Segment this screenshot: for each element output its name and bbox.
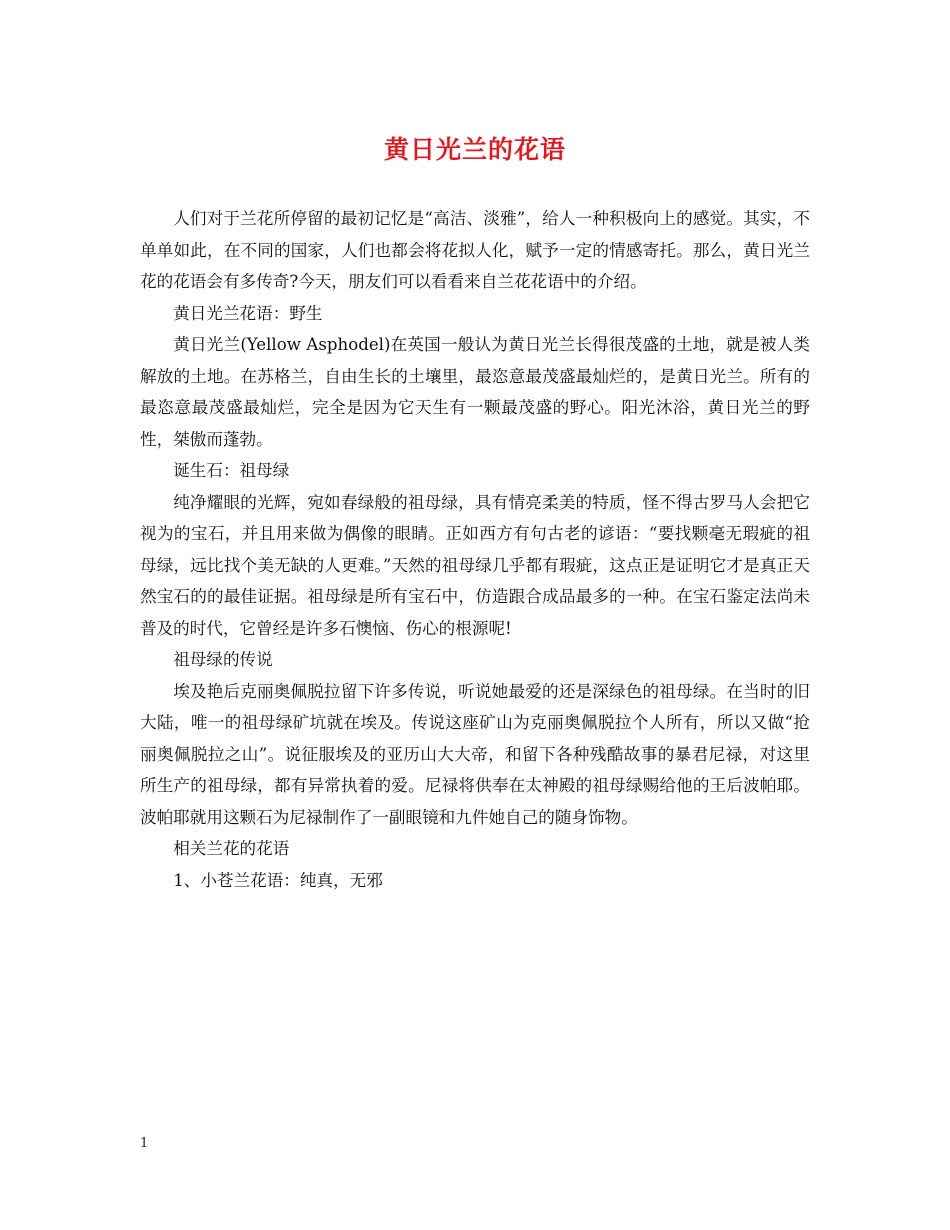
document-title: 黄日光兰的花语 bbox=[383, 135, 566, 164]
paragraph-heading-flower-language: 黄日光兰花语：野生 bbox=[173, 303, 323, 323]
page-number: 1 bbox=[140, 1136, 149, 1151]
paragraph-heading-emerald-legend: 祖母绿的传说 bbox=[173, 650, 273, 669]
paragraph-heading-related-orchids: 相关兰花的花语 bbox=[173, 839, 290, 858]
document-body bbox=[140, 203, 810, 896]
paragraph-intro: 人们对于兰花所停留的最初记忆是“高洁、淡雅”，给人一种积极向上的感觉。其实，不单单如此，在不同的国家，人们也都会将花拟人化，赋予一定的情感寄托。那么，黄日光兰花的花语会有多传奇?今天，朋友们可以看看来自兰花花语中的介绍。 bbox=[140, 209, 810, 291]
paragraph-emerald-legend: 埃及艳后克丽奥佩脱拉留下许多传说，听说她最爱的还是深绿色的祖母绿。在当时的旧大陆，唯一的祖母绿矿坑就在埃及。传说这座矿山为克丽奥佩脱拉个人所有，所以又做“抢丽奥佩脱拉之山”。说征服埃及的亚历山大大帝，和留下各种残酷故事的暴君尼禄，对这里所生产的祖母绿，都有异常执着的爱。尼禄将供奉在太神殿的祖母绿赐给他的王后波帕耶。波帕耶就用这颗石为尼禄制作了一副眼镜和九件她自己的随身饰物。 bbox=[140, 681, 810, 827]
paragraph-freesia: 1、小苍兰花语：纯真，无邪 bbox=[173, 870, 383, 890]
paragraph-heading-birthstone: 诞生石：祖母绿 bbox=[173, 461, 290, 480]
paragraph-yellow-asphodel: 黄日光兰(Yellow Asphodel)在英国一般认为黄日光兰长得很茂盛的土地，就是被人类解放的土地。在苏格兰，自由生长的土壤里，最恣意最茂盛最灿烂的，是黄日光兰。所有的最恣意最茂盛最灿烂，完全是因为它天生有一颗最茂盛的野心。阳光沐浴，黄日光兰的野性，桀傲而蓬勃。 bbox=[140, 335, 810, 449]
paragraph-emerald: 纯净耀眼的光辉，宛如春绿般的祖母绿，具有情亮柔美的特质，怪不得古罗马人会把它视为的宝石，并且用来做为偶像的眼睛。正如西方有句古老的谚语：“要找颗毫无瑕疵的祖母绿，远比找个美无缺的人更难。”天然的祖母绿几乎都有瑕疵，这点正是证明它才是真正天然宝石的的最佳证据。祖母绿是所有宝石中，仿造跟合成品最多的一种。在宝石鉴定法尚未普及的时代，它曾经是许多石懊恼、伤心的根源呢! bbox=[140, 492, 810, 638]
